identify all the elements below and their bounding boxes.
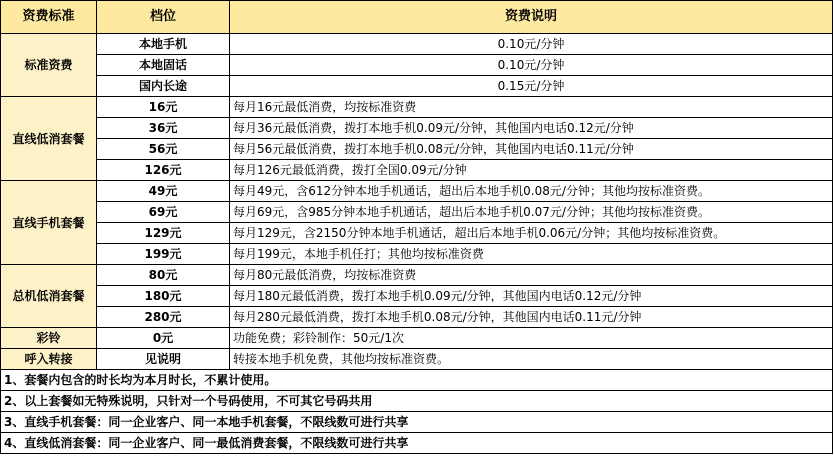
category-switchboard-min-spend-plan: 总机低消套餐 [1,265,97,328]
tier-cell: 本地手机 [97,34,230,55]
tier-cell: 49元 [97,181,230,202]
tier-cell: 36元 [97,118,230,139]
table-row [1,244,833,265]
table-row [1,34,833,55]
description-cell: 每月180元最低消费，拨打本地手机0.09元/分钟，其他国内电话0.12元/分钟 [230,286,833,307]
note-text: 1、套餐内包含的时长均为本月时长，不累计使用。 [1,370,833,391]
table-row [1,76,833,97]
tier-cell: 16元 [97,97,230,118]
table-row [1,160,833,181]
table-row [1,97,833,118]
table-row [1,307,833,328]
table-row [1,139,833,160]
table-row [1,181,833,202]
tier-cell: 129元 [97,223,230,244]
table-row [1,328,833,349]
header-tariff-standard: 资费标准 [1,1,97,34]
tier-cell: 280元 [97,307,230,328]
description-cell: 每月36元最低消费，拨打本地手机0.09元/分钟，其他国内电话0.12元/分钟 [230,118,833,139]
tier-cell: 80元 [97,265,230,286]
tier-cell: 国内长途 [97,76,230,97]
table-row [1,223,833,244]
description-cell: 每月199元，本地手机任打；其他均按标准资费 [230,244,833,265]
header-tier: 档位 [97,1,230,34]
category-call-forwarding: 呼入转接 [1,349,97,370]
table-row [1,286,833,307]
description-cell: 0.10元/分钟 [230,55,833,76]
tier-cell: 180元 [97,286,230,307]
note-row [1,433,833,454]
description-cell: 每月69元，含985分钟本地手机通话，超出后本地手机0.07元/分钟；其他均按标准资费。 [230,202,833,223]
header-tariff-description: 资费说明 [230,1,833,34]
table-row [1,265,833,286]
note-row [1,391,833,412]
description-cell: 0.10元/分钟 [230,34,833,55]
description-cell: 每月126元最低消费，拨打全国0.09元/分钟 [230,160,833,181]
description-cell: 0.15元/分钟 [230,76,833,97]
description-cell: 每月129元，含2150分钟本地手机通话，超出后本地手机0.06元/分钟；其他均按标准资费。 [230,223,833,244]
tier-cell: 56元 [97,139,230,160]
tier-cell: 0元 [97,328,230,349]
description-cell: 每月56元最低消费，拨打本地手机0.08元/分钟，其他国内电话0.11元/分钟 [230,139,833,160]
table-row [1,118,833,139]
description-cell: 每月16元最低消费，均按标准资费 [230,97,833,118]
tier-cell: 见说明 [97,349,230,370]
note-text: 4、直线低消套餐：同一企业客户、同一最低消费套餐，不限线数可进行共享 [1,433,833,454]
description-cell: 每月49元，含612分钟本地手机通话，超出后本地手机0.08元/分钟；其他均按标准资费。 [230,181,833,202]
description-cell: 功能免费；彩铃制作：50元/1次 [230,328,833,349]
description-cell: 每月280元最低消费，拨打本地手机0.08元/分钟，其他国内电话0.11元/分钟 [230,307,833,328]
tier-cell: 本地固话 [97,55,230,76]
category-direct-min-spend-plan: 直线低消套餐 [1,97,97,181]
tier-cell: 199元 [97,244,230,265]
table-row [1,202,833,223]
category-standard-tariff: 标准资费 [1,34,97,97]
header-row [1,1,833,34]
category-direct-mobile-plan: 直线手机套餐 [1,181,97,265]
tier-cell: 126元 [97,160,230,181]
description-cell: 每月80元最低消费，均按标准资费 [230,265,833,286]
note-row [1,412,833,433]
description-cell: 转接本地手机免费，其他均按标准资费。 [230,349,833,370]
category-ringback-tone: 彩铃 [1,328,97,349]
note-text: 2、以上套餐如无特殊说明，只针对一个号码使用，不可其它号码共用 [1,391,833,412]
note-text: 3、直线手机套餐：同一企业客户、同一本地手机套餐，不限线数可进行共享 [1,412,833,433]
tier-cell: 69元 [97,202,230,223]
table-row [1,349,833,370]
table-row [1,55,833,76]
note-row [1,370,833,391]
